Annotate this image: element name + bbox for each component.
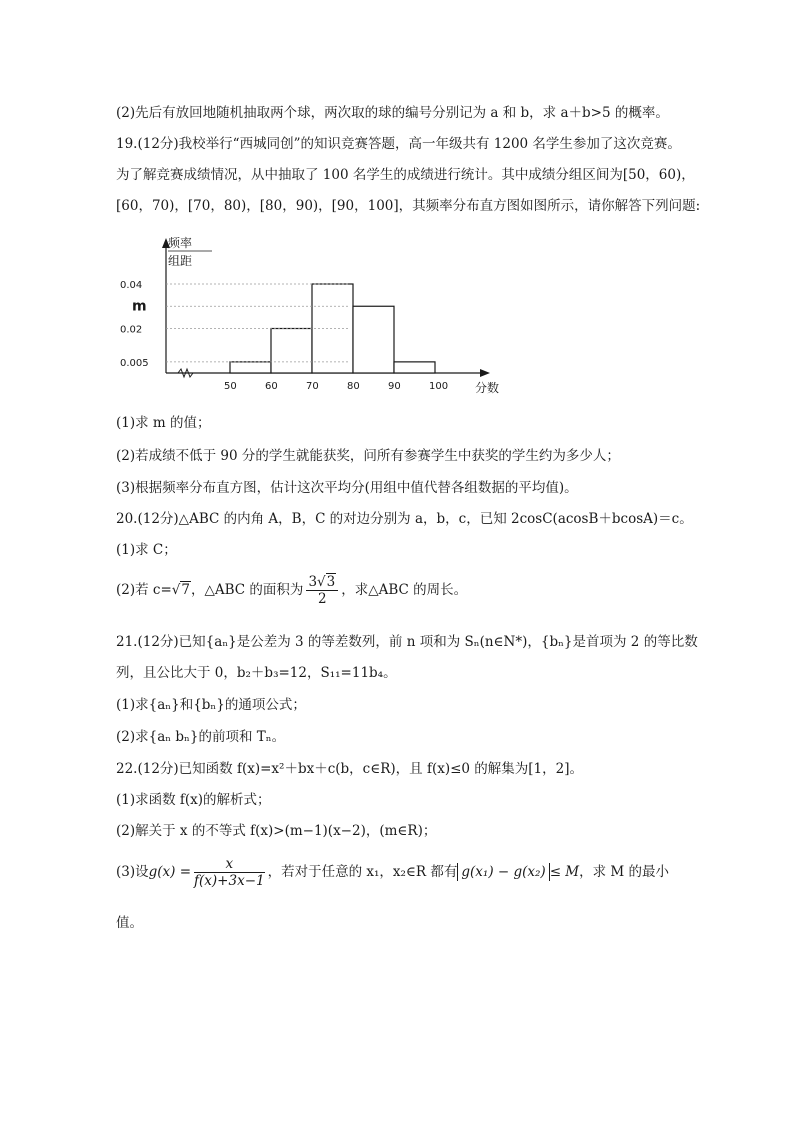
histogram-bar-50-60: [230, 362, 271, 373]
q21-part2: (2)求{aₙ bₙ}的前项和 Tₙ。: [116, 729, 286, 745]
le-m: ≤ M: [549, 864, 580, 880]
y-tick-label-0: 0.04: [120, 280, 143, 291]
q18-part2: (2)先后有放回地随机抽取两个球，两次取的球的编号分别记为 a 和 b，求 a＋b>5 的概率。: [116, 105, 669, 121]
area-fraction: [306, 574, 338, 607]
g-fraction-denominator: f(x)+3x−1: [194, 873, 265, 889]
frequency-histogram: [118, 232, 538, 397]
q21-line1: 21.(12分)已知{aₙ}是公差为 3 的等差数列，前 n 项和为 Sₙ(n∈N*)，{bₙ}是首项为 2 的等比数: [116, 634, 698, 650]
histogram-bar-60-70: [271, 329, 312, 374]
q22-part3-mid: ，若对于任意的 x₁，x₂∈R 都有: [267, 864, 458, 880]
x-tick-label-50: 50: [224, 381, 237, 392]
x-tick-label-100: 100: [429, 381, 449, 392]
sqrt-seven: √7: [171, 582, 190, 598]
q22-line1: 22.(12分)已知函数 f(x)=x²＋bx＋c(b，c∈R)，且 f(x)≤0 的解集为[1，2]。: [116, 761, 584, 777]
q19-part3: (3)根据频率分布直方图，估计这次平均分(用组中值代替各组数据的平均值)。: [116, 480, 578, 496]
q20-part2-pre: (2)若 c=: [116, 582, 172, 598]
x-axis-label: 分数: [475, 381, 500, 395]
q19-part1: (1)求 m 的值；: [116, 415, 211, 431]
q22-part3-pre: (3)设: [116, 864, 149, 880]
x-tick-label-90: 90: [388, 381, 401, 392]
q20-part1: (1)求 C；: [116, 542, 177, 558]
y-tick-label-1: m: [132, 298, 147, 315]
q19-line2: 为了解竞赛成绩情况，从中抽取了 100 名学生的成绩进行统计。其中成绩分组区间为[50，60)，: [116, 167, 695, 183]
histogram-bar-80-90: [353, 306, 394, 373]
area-coef: 3: [308, 574, 318, 590]
x-tick-label-80: 80: [347, 381, 360, 392]
histogram-bar-90-100: [394, 362, 435, 373]
y-tick-label-2: 0.02: [120, 324, 143, 336]
area-fraction-denominator: 2: [318, 591, 327, 607]
sqrt-seven-radicand: 7: [181, 582, 190, 598]
q21-line2: 列，且公比大于 0，b₂＋b₃=12，S₁₁=11b₄。: [116, 665, 397, 681]
q19-line1: 19.(12分)我校举行“西城同创”的知识竞赛答题，高一年级共有 1200 名学生参加了这次竞赛。: [116, 136, 681, 152]
area-radicand: 3: [326, 574, 336, 590]
area-fraction-numerator: 3√3: [306, 574, 338, 591]
g-definition: g(x) =: [148, 864, 192, 880]
q22-part2: (2)解关于 x 的不等式 f(x)>(m−1)(x−2)，(m∈R)；: [116, 823, 437, 839]
q20-part2-mid: ，△ABC 的面积为: [191, 582, 304, 598]
y-axis-label-top: 频率: [168, 236, 193, 250]
q21-part1: (1)求{aₙ}和{bₙ}的通项公式；: [116, 697, 306, 713]
q19-line3: [60，70)，[70，80)，[80，90)，[90，100]，其频率分布直方图如图所示，请你解答下列问题:: [116, 198, 701, 214]
abs-difference: g(x₁) − g(x₂): [457, 863, 549, 881]
q19-part2: (2)若成绩不低于 90 分的学生就能获奖，问所有参赛学生中获奖的学生约为多少人；: [116, 448, 620, 464]
g-fraction-numerator: x: [194, 856, 265, 873]
g-fraction: [194, 856, 265, 889]
x-tick-label-70: 70: [306, 381, 319, 392]
x-tick-label-60: 60: [265, 381, 278, 392]
y-tick-label-3: 0.005: [120, 357, 149, 369]
y-axis-label-bottom: 组距: [168, 254, 193, 268]
q22-part3: [116, 856, 669, 889]
q20-line1: 20.(12分)△ABC 的内角 A，B，C 的对边分别为 a，b，c，已知 2cosC(acosB＋bcosA)＝c。: [116, 511, 693, 527]
q22-part1: (1)求函数 f(x)的解析式；: [116, 792, 271, 808]
x-axis-arrow: [480, 369, 490, 377]
q22-part3-end: 值。: [116, 915, 143, 931]
q20-part2: [116, 574, 467, 607]
q20-part2-post: ，求△ABC 的周长。: [341, 582, 468, 598]
q22-part3-post: ，求 M 的最小: [579, 864, 670, 880]
